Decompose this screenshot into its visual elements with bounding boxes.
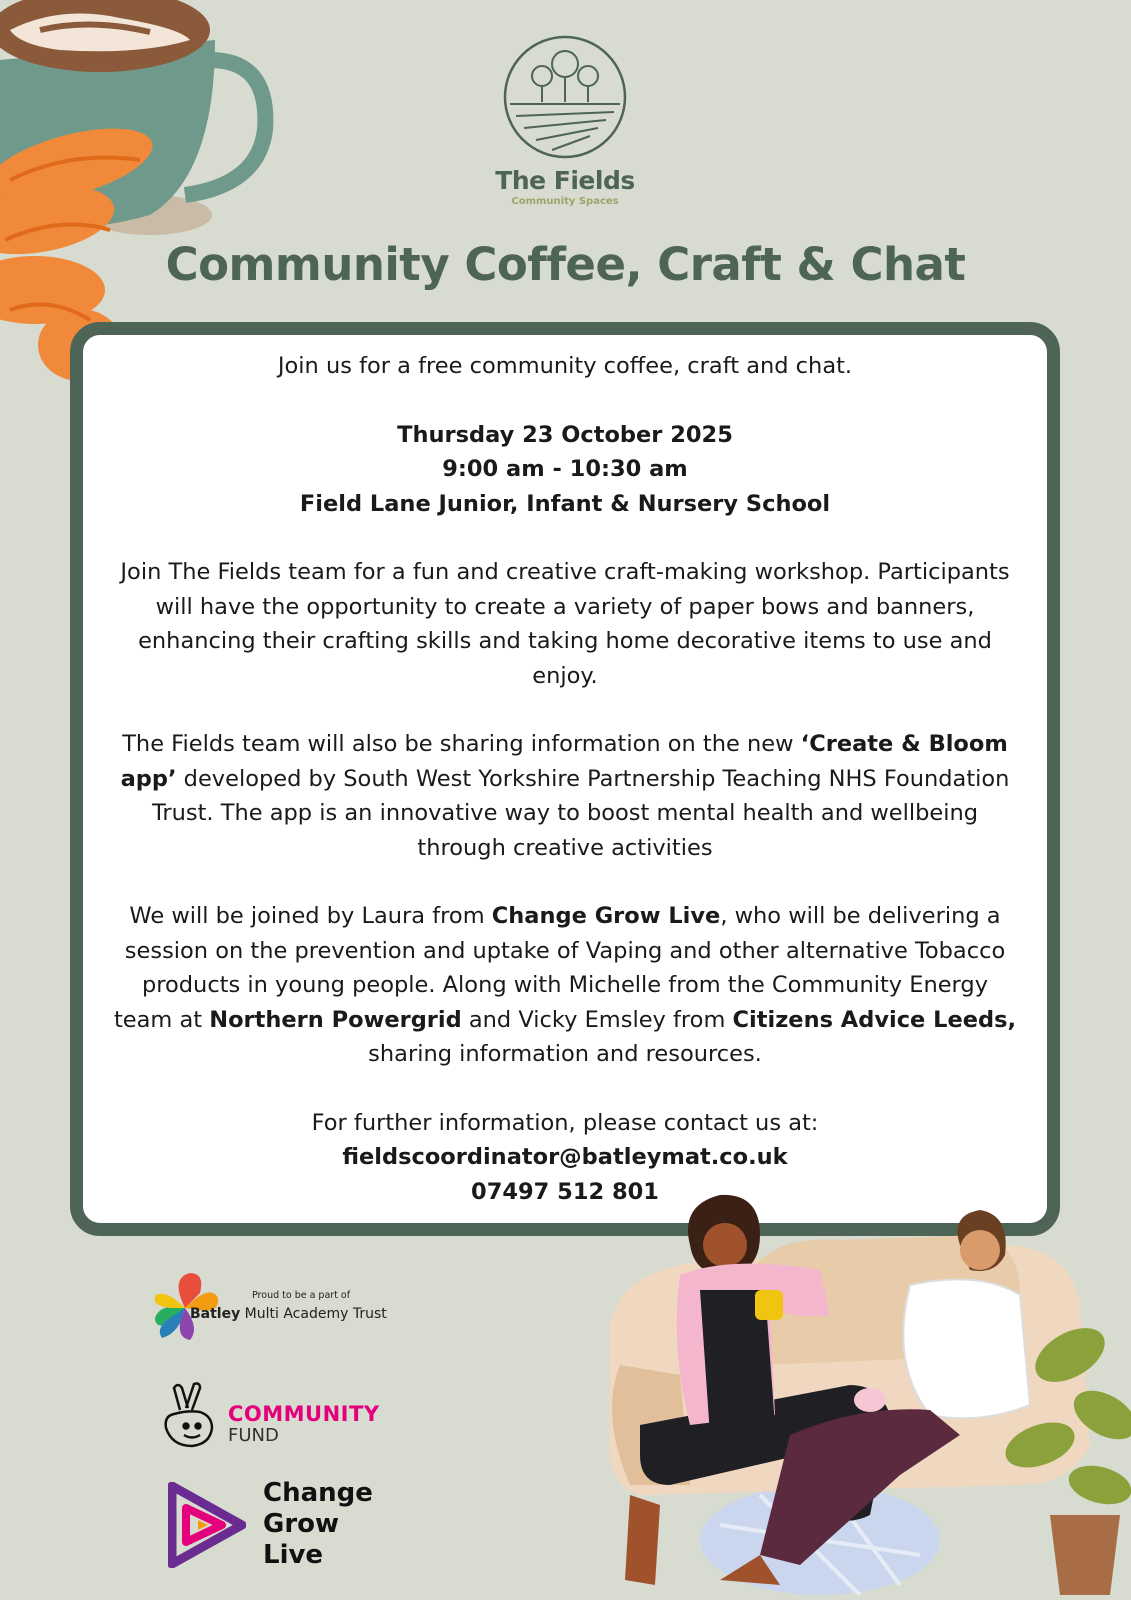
cgl-line-1: Change	[263, 1478, 373, 1508]
event-venue: Field Lane Junior, Infant & Nursery School	[299, 490, 831, 517]
cgl-line-2: Grow	[263, 1509, 340, 1539]
guests-text-2: , who will be delivering a session on the prevention and uptake of Vaping and other alternative Tobacco products in young people. Along with Michelle from the Community Energy team at	[113, 903, 1006, 1033]
cgl-play-icon	[168, 1482, 246, 1568]
cgl-wordmark	[263, 1478, 373, 1571]
contact-phone[interactable]: 07497 512 801	[471, 1178, 659, 1205]
people-sofa-illustration	[600, 1185, 1131, 1600]
page-title: Community Coffee, Craft & Chat	[165, 238, 966, 291]
guests-text-1: We will be joined by Laura from	[129, 903, 492, 929]
the-fields-logo	[490, 34, 640, 207]
intro-text: Join us for a free community coffee, craft and chat.	[277, 353, 853, 379]
contact-email[interactable]: fieldscoordinator@batleymat.co.uk	[342, 1144, 788, 1170]
batley-name-rest: Multi Academy Trust	[240, 1306, 387, 1322]
event-info-card	[70, 322, 1060, 1236]
guests-text-4: sharing information and resources.	[368, 1041, 762, 1067]
contact-intro: For further information, please contact us at:	[311, 1109, 819, 1136]
batley-mat-logo	[150, 1268, 420, 1348]
community-fund-logo	[160, 1380, 400, 1460]
guests-description	[113, 899, 1017, 1072]
app-description	[113, 727, 1017, 865]
community-fund-sub: FUND	[228, 1425, 279, 1446]
logo-subtitle: Community Spaces	[511, 196, 619, 207]
guest-org-northern-powergrid: Northern Powergrid	[209, 1006, 462, 1033]
guests-text-3: and Vicky Emsley from	[461, 1006, 733, 1033]
cgl-line-3: Live	[263, 1540, 324, 1570]
app-text-post: developed by South West Yorkshire Partnership Teaching NHS Foundation Trust. The app is an innovative way to boost mental health and wellbeing through creative activities	[151, 765, 1010, 861]
community-fund-title: COMMUNITY	[228, 1402, 380, 1426]
guest-org-citizens-advice: Citizens Advice Leeds,	[732, 1006, 1017, 1033]
fields-tree-emblem-icon	[502, 34, 628, 160]
logo-name: The Fields	[495, 166, 635, 195]
batley-name	[190, 1306, 387, 1322]
guest-org-change-grow-live: Change Grow Live	[491, 903, 721, 929]
event-time: 9:00 am - 10:30 am	[442, 456, 688, 482]
crossed-fingers-icon	[160, 1380, 224, 1452]
event-date: Thursday 23 October 2025	[397, 421, 733, 448]
app-name: ‘Create & Bloom app’	[120, 731, 1008, 792]
change-grow-live-logo	[168, 1478, 408, 1578]
workshop-description: Join The Fields team for a fun and creative craft-making workshop. Participants will have the opportunity to create a variety of paper bows and banners, enhancing their crafting skills and taking home decorative items to use and enjoy.	[120, 559, 1010, 689]
batley-name-bold: Batley	[190, 1306, 241, 1322]
app-text-pre: The Fields team will also be sharing information on the new	[122, 731, 801, 757]
batley-proud-text: Proud to be a part of	[252, 1290, 351, 1301]
